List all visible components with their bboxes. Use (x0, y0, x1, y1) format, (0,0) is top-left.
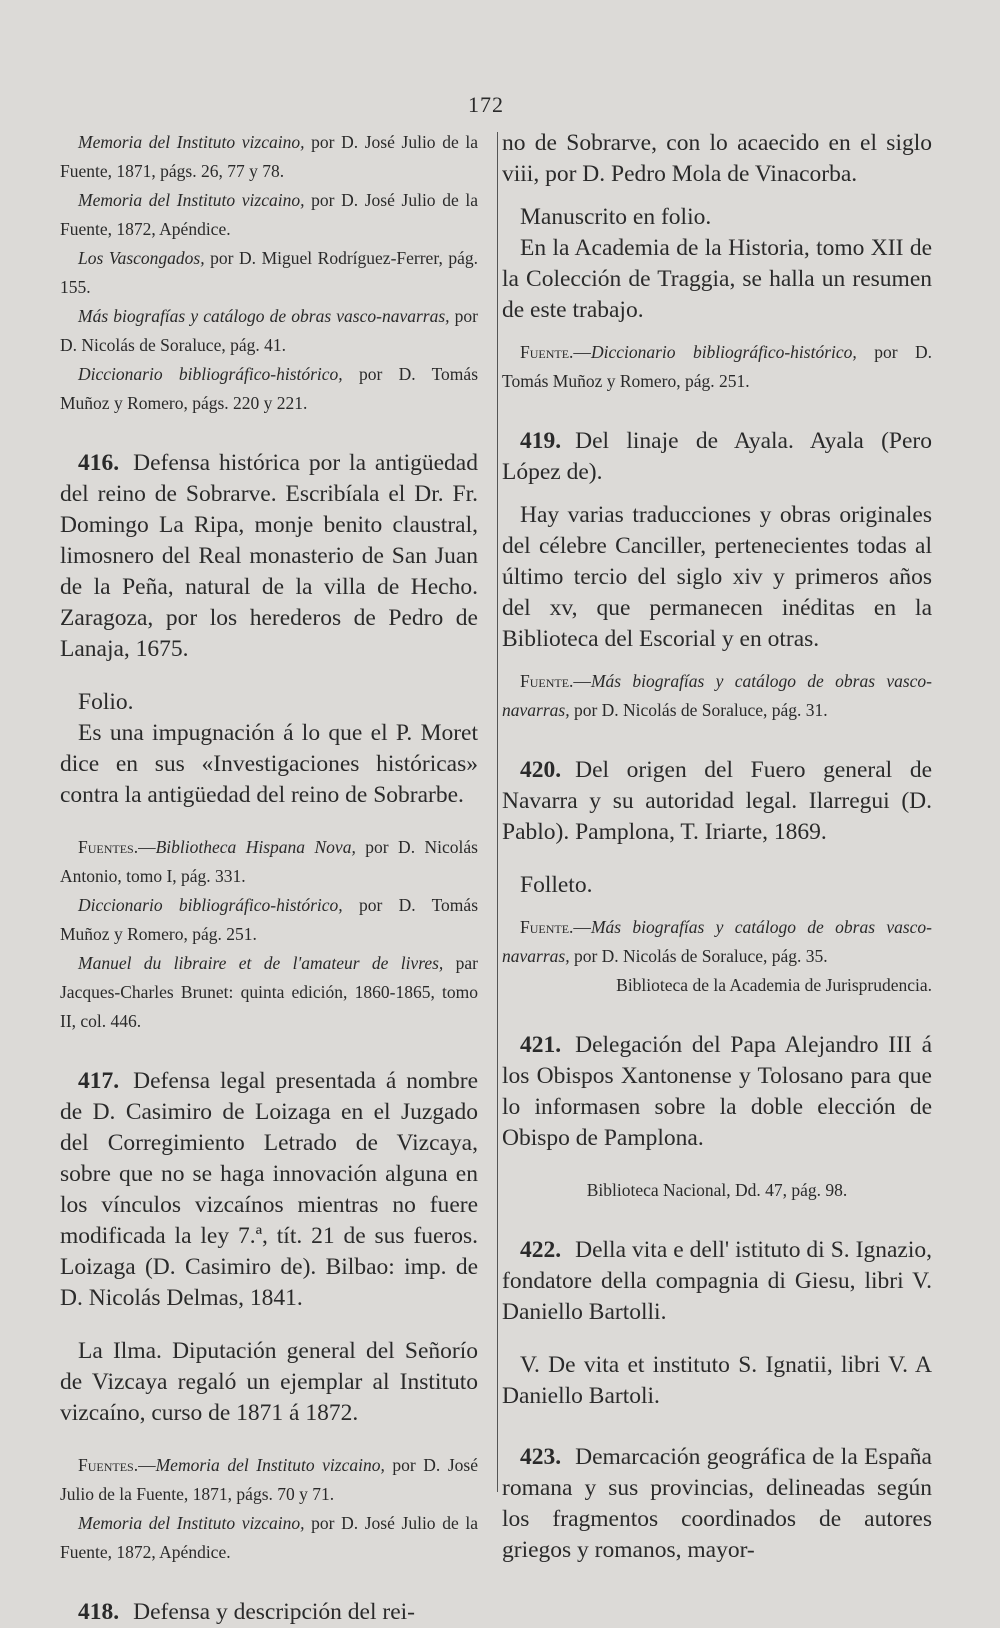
library-location: Biblioteca Nacional, Dd. 47, pág. 98. (586, 1180, 848, 1200)
entry-421 (502, 1030, 932, 1205)
page-number: 172 (468, 92, 504, 117)
entry-title: 422. Della vita e dell' istituto di S. Ignazio, fondatore della compagnia di Giesu, libri V. Daniello Bartolli. (502, 1237, 932, 1325)
entry-422 (502, 1235, 932, 1412)
entry-format: Folleto. (520, 872, 593, 898)
entry-number: 417. (78, 1068, 120, 1094)
entry-title: 416. Defensa histórica por la antigüedad del reino de Sobrarve. Escribíala el Dr. Fr. Domingo La Ripa, monje benito claustral, limosnero del Real monasterio de San Juan de la Peña, natural de la villa de Hecho. Zaragoza, por los herederos de Pedro de Lanaja, 1675. (60, 450, 478, 662)
source: Fuentes.—Memoria del Instituto vizcaino, por D. José Julio de la Fuente, 1871, págs. 70 y 71. (60, 1455, 478, 1504)
entry-format: Manuscrito en folio. (520, 204, 712, 230)
entry-note: Hay varias traducciones y obras originales del célebre Canciller, pertenecientes todas al último tercio del siglo xiv y primeros años del xv, que permanecen inéditas en la Biblioteca del Escorial y en otras. (502, 502, 932, 652)
entry-title: 420. Del origen del Fuero general de Navarra y su autoridad legal. Ilarregui (D. Pablo). Pamplona, T. Iriarte, 1869. (502, 757, 932, 845)
entry-418-continued (502, 128, 932, 396)
source: Fuentes.—Bibliotheca Hispana Nova, por D. Nicolás Antonio, tomo I, pág. 331. (60, 837, 478, 886)
entry-420 (502, 755, 932, 1000)
entry-417 (60, 1066, 478, 1567)
source: Diccionario bibliográfico-histórico, por D. Tomás Muñoz y Romero, pág. 251. (60, 895, 478, 944)
reference: Diccionario bibliográfico-histórico, por D. Tomás Muñoz y Romero, págs. 220 y 221. (60, 364, 478, 413)
entry-note: La Ilma. Diputación general del Señorío de Vizcaya regaló un ejemplar al Instituto vizcaíno, curso de 1871 á 1872. (60, 1338, 478, 1426)
source: Memoria del Instituto vizcaino, por D. José Julio de la Fuente, 1872, Apéndice. (60, 1513, 478, 1562)
entry-title: 423. Demarcación geográfica de la España romana y sus provincias, delineadas según los fragmentos coordinados de autores griegos y romanos, mayor- (502, 1444, 932, 1563)
library-location: Biblioteca de la Academia de Jurisprudencia. (616, 975, 932, 995)
entry-418 (60, 1597, 478, 1628)
entry-format: Folio. (78, 689, 134, 715)
references-top (60, 128, 478, 418)
source: Fuente.—Más biografías y catálogo de obras vasco-navarras, por D. Nicolás de Soraluce, pág. 35. (502, 917, 932, 966)
entry-title: 419. Del linaje de Ayala. Ayala (Pero López de). (502, 428, 932, 485)
column-divider (497, 132, 498, 1492)
reference: Memoria del Instituto vizcaino, por D. José Julio de la Fuente, 1871, págs. 26, 77 y 78. (60, 132, 478, 181)
reference: Más biografías y catálogo de obras vasco-navarras, por D. Nicolás de Soraluce, pág. 41. (60, 306, 478, 355)
reference: Memoria del Instituto vizcaino, por D. José Julio de la Fuente, 1872, Apéndice. (60, 190, 478, 239)
source: Fuente.—Más biografías y catálogo de obras vasco-navarras, por D. Nicolás de Soraluce, pág. 31. (502, 671, 932, 720)
reference: Los Vascongados, por D. Miguel Rodríguez-Ferrer, pág. 155. (60, 248, 479, 297)
entry-423 (502, 1442, 932, 1566)
entry-number: 418. (78, 1599, 120, 1625)
entry-number: 416. (78, 450, 120, 476)
entry-note: En la Academia de la Historia, tomo XII de la Colección de Traggia, se halla un resumen de este trabajo. (502, 235, 932, 323)
entry-title: 417. Defensa legal presentada á nombre de D. Casimiro de Loizaga en el Juzgado del Corregimiento Letrado de Vizcaya, sobre que no se haga innovación alguna en los vínculos vizcaínos mientras no fuere modificada la ley 7.ª, tít. 21 de sus fueros. Loizaga (D. Casimiro de). Bilbao: imp. de D. Nicolás Delmas, 1841. (60, 1068, 478, 1311)
entry-number: 422. (520, 1237, 562, 1263)
source: Manuel du libraire et de l'amateur de livres, par Jacques-Charles Brunet: quinta edición, 1860-1865, tomo II, col. 446. (60, 953, 478, 1031)
entry-note: V. De vita et instituto S. Ignatii, libri V. A Daniello Bartoli. (502, 1352, 932, 1409)
entry-number: 419. (520, 428, 562, 454)
entry-416 (60, 448, 478, 1036)
entry-number: 421. (520, 1032, 562, 1058)
left-column (60, 128, 478, 1628)
entry-title: 421. Delegación del Papa Alejandro III á los Obispos Xantonense y Tolosano para que lo informasen sobre la doble elección de Obispo de Pamplona. (502, 1032, 932, 1151)
entry-419 (502, 426, 932, 725)
right-column (502, 128, 932, 1566)
entry-title-continued: no de Sobrarve, con lo acaecido en el siglo viii, por D. Pedro Mola de Vinacorba. (502, 130, 932, 187)
entry-title: 418. Defensa y descripción del rei- (78, 1599, 415, 1625)
entry-number: 423. (520, 1444, 562, 1470)
entry-note: Es una impugnación á lo que el P. Moret dice en sus «Investigaciones históricas» contra la antigüedad del reino de Sobrarbe. (60, 720, 478, 808)
source: Fuente.—Diccionario bibliográfico-histórico, por D. Tomás Muñoz y Romero, pág. 251. (502, 342, 932, 391)
entry-number: 420. (520, 757, 562, 783)
